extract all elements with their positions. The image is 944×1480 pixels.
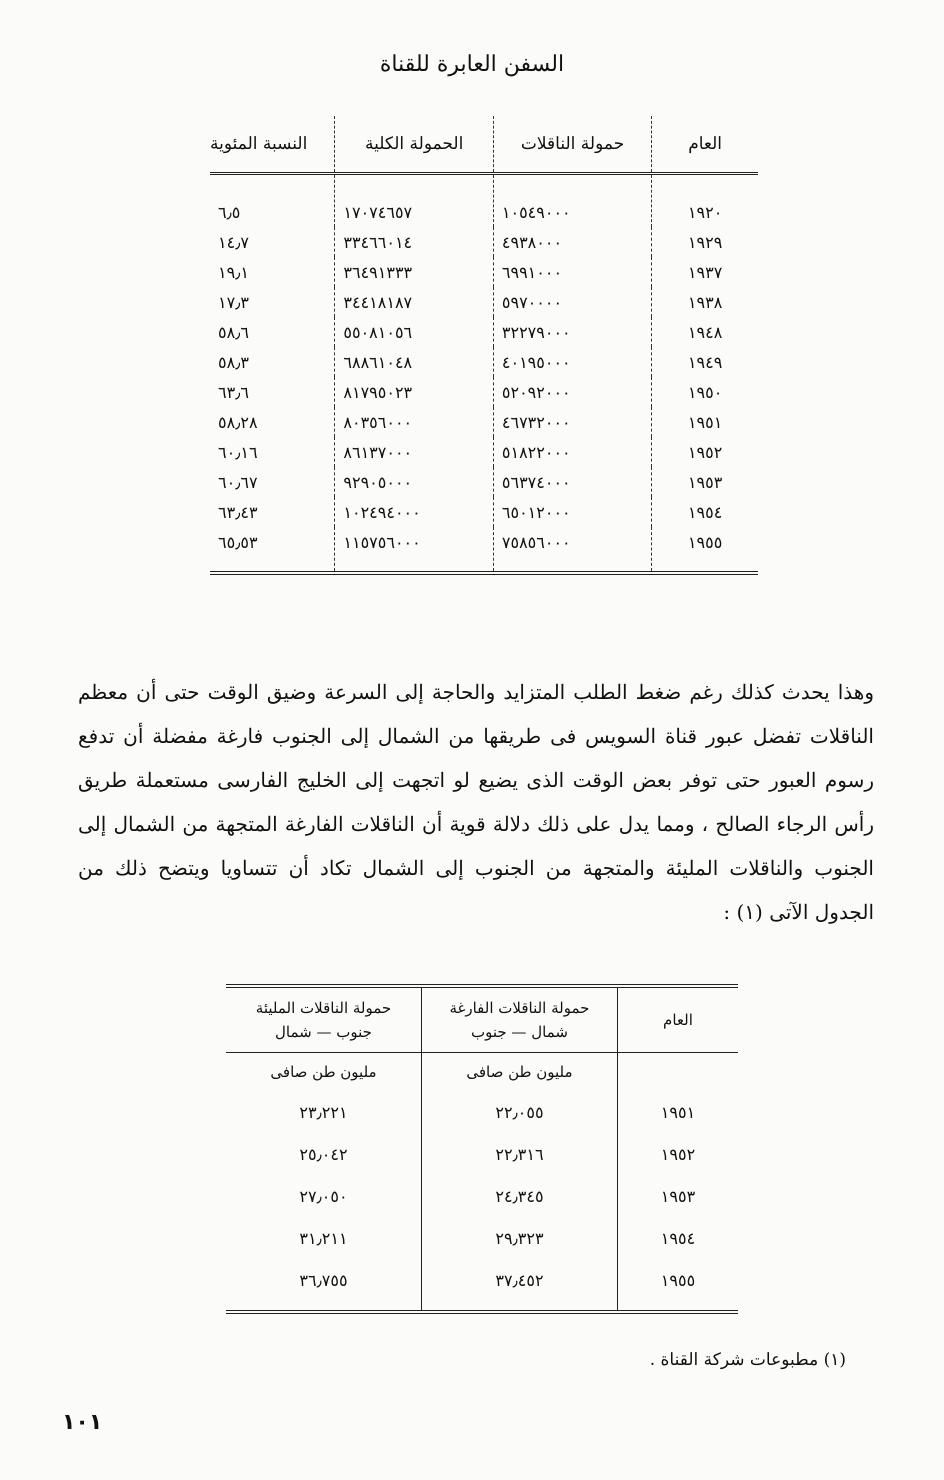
total-cell: ١١٥٧٥٦٠٠٠: [335, 527, 494, 573]
empty-header-direction: شمال — جنوب: [471, 1023, 568, 1041]
ships-table: [210, 116, 758, 575]
total-cell: ١٧٠٧٤٦٥٧: [335, 174, 494, 228]
empty-cell: ٢٩٫٣٢٣: [421, 1217, 617, 1259]
full-cell: ٢٣٫٢٢١: [226, 1091, 421, 1133]
tankers-cell: ٣٢٢٧٩٠٠٠: [493, 317, 651, 347]
col-empty-header: [421, 986, 617, 1053]
direction-table-header: [226, 986, 738, 1053]
year-cell: ١٩٣٨: [652, 287, 758, 317]
year-cell: ١٩٥٤: [660, 1228, 696, 1248]
year-cell: ١٩٤٨: [652, 317, 758, 347]
footnote: (١) مطبوعات شركة القناة .: [649, 1350, 846, 1370]
table-row: [226, 1259, 738, 1312]
col-total-header: الحمولة الكلية: [335, 116, 494, 174]
total-cell: ١٠٢٤٩٤٠٠٠: [335, 497, 494, 527]
table-row: [210, 497, 758, 527]
table-row: [210, 347, 758, 377]
year-cell: ١٩٤٩: [652, 347, 758, 377]
pct-cell: ٥٨٫٢٨: [218, 412, 258, 432]
body-paragraph: وهذا يحدث كذلك رغم ضغط الطلب المتزايد والحاجة إلى السرعة وضيق الوقت حتى أن معظم الناقلات تفضل عبور قناة السويس فى طريقها من الشمال إلى الجنوب فارغة مفضلة أن تدفع رسوم العبور حتى توفر بعض الوقت الذى يضيع لو اتجهت إلى الخليج الفارسى مستعملة طريق رأس الرجاء الصالح ، ومما يدل على ذلك دلالة قوية أن الناقلات الفارغة المتجهة من الشمال إلى الجنوب والناقلات المليئة والمتجهة من الجنوب إلى الشمال تكاد أن تتساويا ويتضح ذلك من الجدول الآتى (١) :: [78, 680, 874, 924]
table-row: [210, 257, 758, 287]
total-cell: ٣٣٤٦٦٠١٤: [335, 227, 494, 257]
empty-header-title: حمولة الناقلات الفارغة: [449, 999, 590, 1017]
year-cell: ١٩٥٥: [652, 527, 758, 573]
tankers-cell: ٦٥٠١٢٠٠٠: [493, 497, 651, 527]
table-row: [210, 467, 758, 497]
tankers-cell: ٧٥٨٥٦٠٠٠: [493, 527, 651, 573]
pct-cell: ١٤٫٧: [218, 232, 249, 252]
tankers-cell: ٤٩٣٨٠٠٠: [493, 227, 651, 257]
pct-cell: ٦٥٫٥٣: [210, 527, 335, 573]
year-cell: ١٩٥٥: [617, 1259, 738, 1312]
ships-table-header: [210, 116, 758, 174]
col-pct-header: النسبة المئوية: [210, 116, 335, 174]
full-cell: ٣٦٫٧٥٥: [226, 1259, 421, 1312]
full-cell: ٣١٫٢١١: [226, 1217, 421, 1259]
unit-spacer: [617, 1053, 738, 1092]
year-cell: ١٩٥٤: [652, 497, 758, 527]
empty-cell: ٢٤٫٣٤٥: [421, 1175, 617, 1217]
tankers-cell: ٦٩٩١٠٠٠: [493, 257, 651, 287]
full-header-direction: جنوب — شمال: [275, 1023, 372, 1041]
table-row: [210, 174, 758, 228]
pct-cell: ٥٨٫٣: [218, 352, 249, 372]
table-row: [210, 527, 758, 573]
pct-cell: ٦٫٥: [218, 202, 241, 222]
unit-label: مليون طن صافى: [421, 1053, 617, 1092]
table-row: [226, 1175, 738, 1217]
year-cell: ١٩٥٣: [652, 467, 758, 497]
table-row: [226, 1217, 738, 1259]
col-tankers-header: حمولة الناقلات: [493, 116, 651, 174]
total-cell: ٨٦١٣٧٠٠٠: [335, 437, 494, 467]
year-cell: ١٩٥٢: [652, 437, 758, 467]
table-row: [226, 1091, 738, 1133]
tankers-direction-table: [226, 984, 738, 1314]
year-cell: ١٩٥٠: [652, 377, 758, 407]
table-row: [210, 317, 758, 347]
col-year-header: العام: [652, 116, 758, 174]
full-header-title: حمولة الناقلات المليئة: [255, 999, 392, 1017]
tankers-cell: ٤٠١٩٥٠٠٠: [493, 347, 651, 377]
tankers-cell: ٤٦٧٣٢٠٠٠: [493, 407, 651, 437]
unit-label: مليون طن صافى: [226, 1053, 421, 1092]
pct-cell: ٥٨٫٦: [218, 322, 249, 342]
col-year-header: العام: [617, 986, 738, 1053]
year-cell: ١٩٥٢: [660, 1144, 696, 1164]
year-cell: ١٩٥١: [660, 1102, 696, 1122]
total-cell: ٩٢٩٠٥٠٠٠: [335, 467, 494, 497]
year-cell: ١٩٢٠: [652, 174, 758, 228]
table-row: [210, 437, 758, 467]
pct-cell: ٦٣٫٦: [218, 382, 249, 402]
tankers-cell: ٥٢٠٩٢٠٠٠: [493, 377, 651, 407]
unit-row: [226, 1053, 738, 1092]
full-cell: ٢٥٫٠٤٢: [226, 1133, 421, 1175]
total-cell: ٦٨٨٦١٠٤٨: [335, 347, 494, 377]
total-cell: ٨٠٣٥٦٠٠٠: [335, 407, 494, 437]
tankers-cell: ٥٦٣٧٤٠٠٠: [493, 467, 651, 497]
table-row: [210, 407, 758, 437]
pct-cell: ٦٣٫٤٣: [218, 502, 258, 522]
total-cell: ٣٤٤١٨١٨٧: [335, 287, 494, 317]
year-cell: ١٩٥٣: [660, 1186, 696, 1206]
tankers-cell: ٥٩٧٠٠٠٠: [493, 287, 651, 317]
year-cell: ١٩٣٧: [652, 257, 758, 287]
table-row: [226, 1133, 738, 1175]
table-row: [210, 377, 758, 407]
pct-cell: ٦٠٫١٦: [218, 442, 258, 462]
pct-cell: ١٧٫٣: [218, 292, 249, 312]
page-number: ١٠١: [62, 1410, 103, 1435]
total-cell: ٣٦٤٩١٣٣٣: [335, 257, 494, 287]
total-cell: ٨١٧٩٥٠٢٣: [335, 377, 494, 407]
empty-cell: ٣٧٫٤٥٢: [421, 1259, 617, 1312]
pct-cell: ١٩٫١: [218, 262, 249, 282]
year-cell: ١٩٥١: [652, 407, 758, 437]
tankers-cell: ١٠٥٤٩٠٠٠: [493, 174, 651, 228]
tankers-cell: ٥١٨٢٢٠٠٠: [493, 437, 651, 467]
page-title: السفن العابرة للقناة: [379, 52, 565, 77]
table-row: [210, 287, 758, 317]
pct-cell: ٦٠٫٦٧: [218, 472, 258, 492]
total-cell: ٥٥٠٨١٠٥٦: [335, 317, 494, 347]
empty-cell: ٢٢٫٠٥٥: [421, 1091, 617, 1133]
col-full-header: [226, 986, 421, 1053]
empty-cell: ٢٢٫٣١٦: [421, 1133, 617, 1175]
table-row: [210, 227, 758, 257]
full-cell: ٢٧٫٠٥٠: [226, 1175, 421, 1217]
year-cell: ١٩٢٩: [652, 227, 758, 257]
